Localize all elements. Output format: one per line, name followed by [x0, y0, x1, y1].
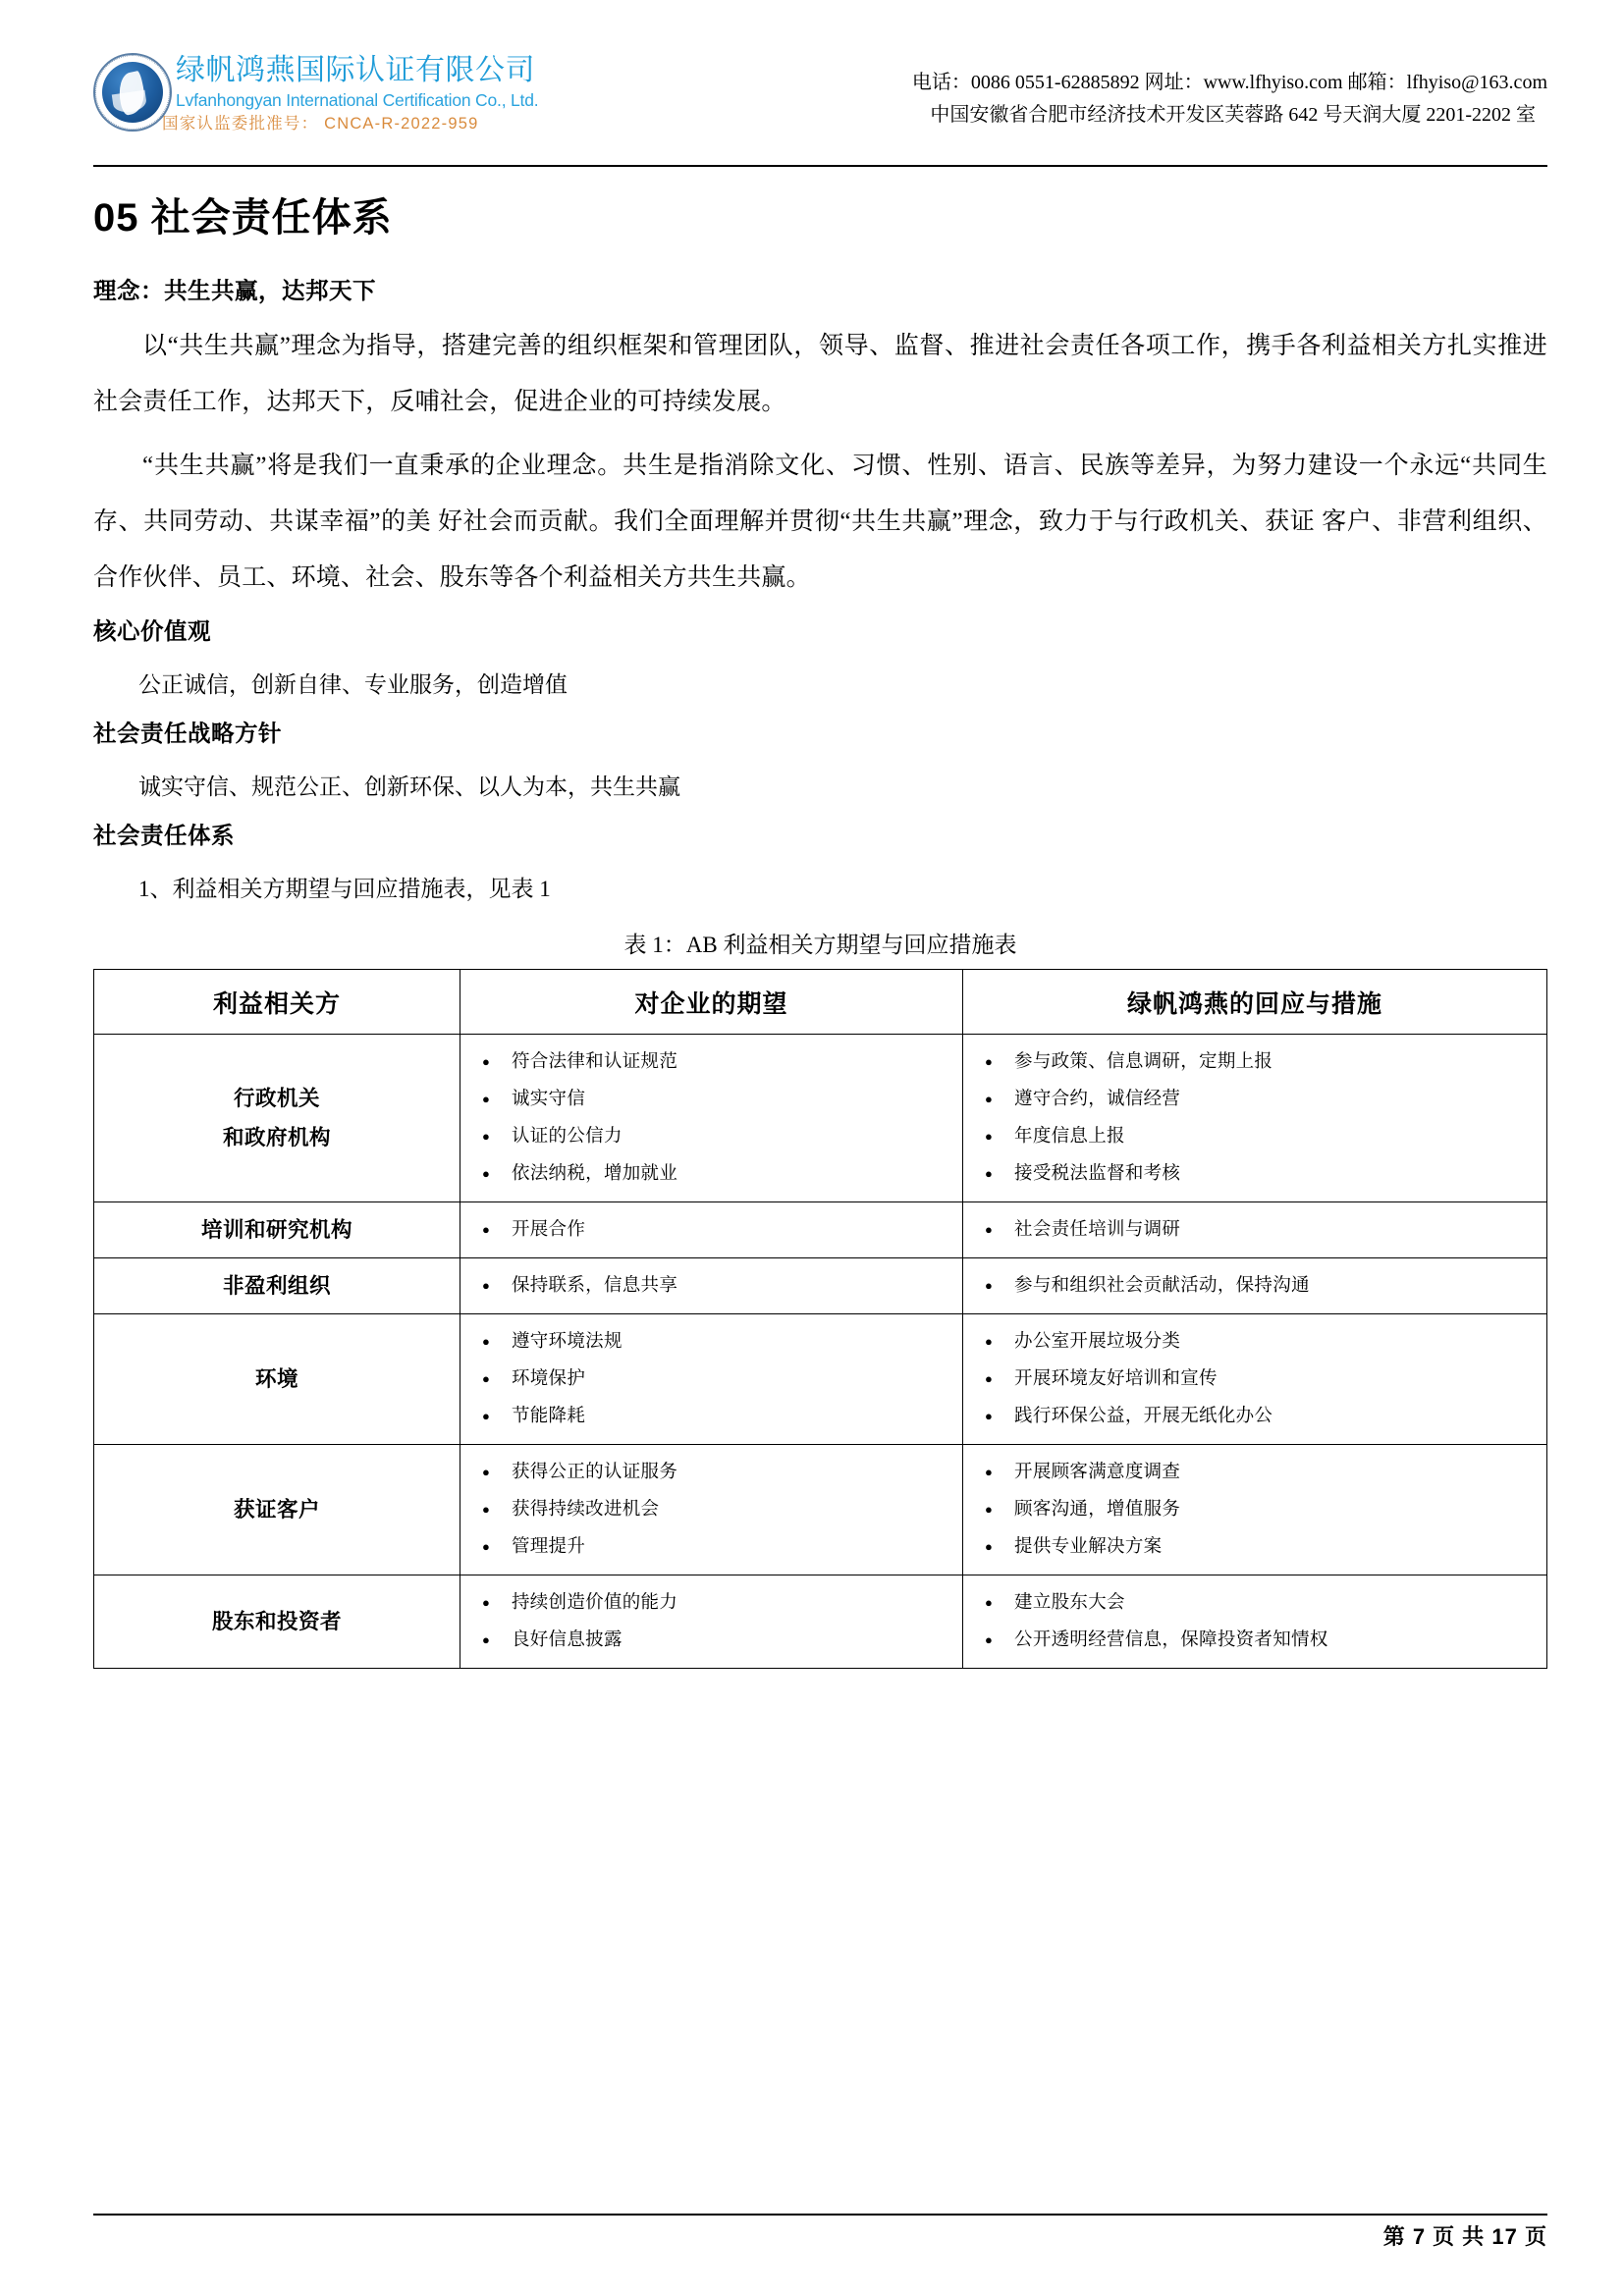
bullet-item: ● 认证的公信力	[478, 1118, 956, 1155]
cell-stakeholder	[94, 1258, 460, 1314]
bullet-item: ● 获得公正的认证服务	[478, 1454, 956, 1491]
column-header-response: 绿帆鸿燕的回应与措施	[963, 970, 1547, 1035]
bullet-list	[963, 1035, 1546, 1201]
bullet-item: ● 保持联系，信息共享	[478, 1267, 956, 1305]
bullet-list	[963, 1445, 1546, 1575]
stakeholder-line: 获证客户	[233, 1498, 320, 1522]
cell-stakeholder	[94, 1314, 460, 1445]
cell-expectations	[460, 1258, 962, 1314]
approval-number: 国家认监委批准号： CNCA-R-2022-959	[162, 115, 479, 133]
bullet-item: ● 建立股东大会	[981, 1584, 1541, 1622]
company-name-en: Lvfanhongyan International Certification Co., Ltd.	[176, 90, 539, 110]
cell-expectations	[460, 1035, 962, 1202]
header-contact-info	[538, 47, 1547, 132]
bullet-item: ● 管理提升	[478, 1528, 956, 1566]
bullet-item: ● 符合法律和认证规范	[478, 1043, 956, 1081]
bullet-list	[460, 1202, 962, 1257]
text-strategy: 诚实守信、规范公正、创新环保、以人为本，共生共赢	[138, 774, 680, 799]
cell-stakeholder	[94, 1202, 460, 1258]
cell-stakeholder	[94, 1445, 460, 1575]
bullet-item: ● 获得持续改进机会	[478, 1491, 956, 1528]
bullet-item: ● 接受税法监督和考核	[981, 1155, 1541, 1193]
bullet-item: ● 遵守环境法规	[478, 1323, 956, 1361]
paragraph-philosophy-2: “共生共赢”将是我们一直秉承的企业理念。共生是指消除文化、习惯、性别、语言、民族等差异，为努力建设一个永远“共同生存、共同劳动、共谋幸福”的美 好社会而贡献。我们全面理解并贯彻“共生共赢”理念，致力于与行政机关、获证 客户、非营利组织、合作伙伴、员工、环境、社会、股东等各个利益相关方共生共赢。	[93, 453, 1547, 591]
bullet-item: ● 办公室开展垃圾分类	[981, 1323, 1541, 1361]
stakeholder-line: 非盈利组织	[222, 1274, 331, 1298]
bullet-list	[963, 1258, 1546, 1313]
bullet-list	[460, 1035, 962, 1201]
bullet-item: ● 遵守合约，诚信经营	[981, 1081, 1541, 1118]
contact-line-address: 中国安徽省合肥市经济技术开发区芙蓉路 642 号天润大厦 2201-2202 室	[930, 104, 1536, 126]
bullet-item: ● 诚实守信	[478, 1081, 956, 1118]
stakeholder-line: 培训和研究机构	[200, 1218, 352, 1242]
bullet-item: ● 年度信息上报	[981, 1118, 1541, 1155]
bullet-item: ● 参与政策、信息调研，定期上报	[981, 1043, 1541, 1081]
table-row	[94, 1035, 1547, 1202]
stakeholder-line: 环境	[254, 1367, 298, 1391]
page-number: 第 7 页 共 17 页	[1382, 2224, 1547, 2249]
bullet-list	[963, 1575, 1546, 1668]
company-logo	[93, 47, 538, 134]
bullet-item: ● 开展顾客满意度调查	[981, 1454, 1541, 1491]
table-caption: 表 1：AB 利益相关方期望与回应措施表	[623, 933, 1017, 957]
bullet-item: ● 践行环保公益，开展无纸化办公	[981, 1398, 1541, 1435]
paragraph-philosophy-1: 以“共生共赢”理念为指导，搭建完善的组织框架和管理团队，领导、监督、推进社会责任各项工作，携手各利益相关方扎实推进社会责任工作，达邦天下，反哺社会，促进企业的可持续发展。	[93, 333, 1547, 415]
stakeholder-response-table	[93, 969, 1547, 1669]
stakeholder-line: 股东和投资者	[211, 1610, 342, 1633]
cell-responses	[963, 1258, 1547, 1314]
bullet-item: ● 依法纳税，增加就业	[478, 1155, 956, 1193]
list-item-table-reference: 1、利益相关方期望与回应措施表，见表 1	[138, 877, 551, 901]
cell-stakeholder	[94, 1575, 460, 1669]
page-title: 05 社会责任体系	[93, 196, 393, 240]
bullet-list	[460, 1258, 962, 1313]
header-divider	[93, 165, 1547, 167]
heading-strategy: 社会责任战略方针	[93, 721, 282, 746]
cell-expectations	[460, 1575, 962, 1669]
cell-stakeholder	[94, 1035, 460, 1202]
bullet-list	[963, 1202, 1546, 1257]
bullet-item: ● 社会责任培训与调研	[981, 1211, 1541, 1249]
bullet-item: ● 节能降耗	[478, 1398, 956, 1435]
bullet-item: ● 顾客沟通，增值服务	[981, 1491, 1541, 1528]
cell-expectations	[460, 1445, 962, 1575]
bullet-list	[460, 1314, 962, 1444]
logo-text-block	[162, 53, 539, 134]
page-header	[93, 47, 1547, 163]
table-row	[94, 1202, 1547, 1258]
cell-expectations	[460, 1314, 962, 1445]
table-row	[94, 1314, 1547, 1445]
bullet-item: ● 开展合作	[478, 1211, 956, 1249]
bullet-item: ● 环境保护	[478, 1361, 956, 1398]
bullet-item: ● 公开透明经营信息，保障投资者知情权	[981, 1622, 1541, 1659]
page-footer	[93, 2214, 1547, 2257]
bullet-item: ● 持续创造价值的能力	[478, 1584, 956, 1622]
contact-line-phone-web-email: 电话：0086 0551-62885892 网址：www.lfhyiso.com 邮箱：lfhyiso@163.com	[911, 72, 1547, 93]
bullet-list	[460, 1575, 962, 1668]
stakeholder-line: 和政府机构	[222, 1126, 331, 1149]
bullet-list	[963, 1314, 1546, 1444]
bullet-item: ● 参与和组织社会贡献活动，保持沟通	[981, 1267, 1541, 1305]
cell-responses	[963, 1202, 1547, 1258]
table-row	[94, 1575, 1547, 1669]
cell-responses	[963, 1445, 1547, 1575]
bullet-item: ● 开展环境友好培训和宣传	[981, 1361, 1541, 1398]
company-name-cn: 绿帆鸿燕国际认证有限公司	[176, 54, 535, 86]
table-row	[94, 1445, 1547, 1575]
column-header-expectation: 对企业的期望	[460, 970, 962, 1035]
heading-philosophy: 理念：共生共赢，达邦天下	[93, 278, 376, 303]
bullet-list	[460, 1445, 962, 1575]
text-core-values: 公正诚信，创新自律、专业服务，创造增值	[138, 672, 568, 697]
company-seal-icon	[93, 53, 172, 132]
stakeholder-line: 行政机关	[233, 1087, 320, 1110]
column-header-stakeholder: 利益相关方	[94, 970, 460, 1035]
cell-expectations	[460, 1202, 962, 1258]
table-header-row	[94, 970, 1547, 1035]
cell-responses	[963, 1575, 1547, 1669]
table-row	[94, 1258, 1547, 1314]
heading-responsibility-system: 社会责任体系	[93, 823, 235, 848]
bullet-item: ● 良好信息披露	[478, 1622, 956, 1659]
bullet-item: ● 提供专业解决方案	[981, 1528, 1541, 1566]
cell-responses	[963, 1314, 1547, 1445]
cell-responses	[963, 1035, 1547, 1202]
heading-core-values: 核心价值观	[93, 618, 211, 644]
